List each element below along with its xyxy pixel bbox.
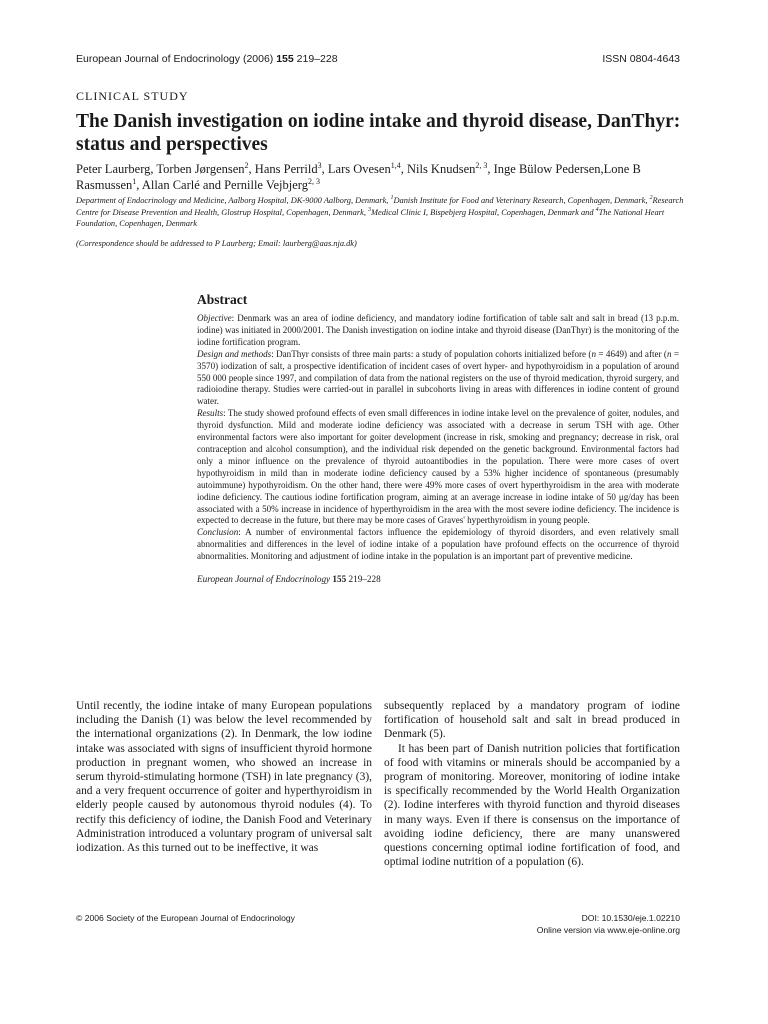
body-paragraph: It has been part of Danish nutrition policies that fortification of food with vitamins or minerals should be accompanied by a program of monitoring. Moreover, monitoring of iodine intake is specifically recommended by the World Health Organization (2). Iodine interferes with thyroid function and thyroid diseases in many ways. Even if there is consensus on the importance of avoiding iodine deficiency, there are many unanswered questions concerning optimal iodine fortification of food, and optimal iodine nutrition of a population (6). [384,742,680,869]
abstract-objective: Objective: Denmark was an area of iodine deficiency, and mandatory iodine fortification of table salt and salt in bread (13 p.p.m. iodine) was initiated in 2000/2001. The Danish investigation on iodine intake and thyroid disease (DanThyr) is the monitoring of the iodine fortification program. [197,313,679,347]
author-separator: , [136,178,142,192]
author-name: Torben Jørgensen [156,162,245,176]
abstract-citation: European Journal of Endocrinology 155 219–228 [197,574,381,585]
copyright-notice: © 2006 Society of the European Journal of Endocrinology [76,913,295,923]
body-column-left [76,699,372,855]
author-affiliation-mark: 2 [244,160,249,170]
author-affiliation-mark: 2, 3 [475,160,488,170]
abstract-box [197,291,679,585]
author-separator: , [150,162,157,176]
author-separator: , [248,162,255,176]
body-paragraph: subsequently replaced by a mandatory program of iodine fortification of household salt and salt in bread produced in Denmark (5). [384,700,680,741]
author-name: Nils Knudsen [406,162,476,176]
correspondence-note: (Correspondence should be addressed to P Laurberg; Email: laurberg@aas.nja.dk) [76,239,357,248]
author-separator: , [321,162,328,176]
author-separator: , [400,162,407,176]
issn: ISSN 0804-4643 [602,53,680,65]
body-column-right [384,699,680,869]
running-header [76,52,680,66]
author-separator: , [600,162,604,176]
journal-pages: 219–228 [296,53,338,65]
page-footer [76,913,680,943]
journal-name: European Journal of Endocrinology (2006) [76,53,274,65]
abstract-results: Results: The study showed profound effects of even small differences in iodine intake level on the prevalence of goiter, nodules, and thyroid dysfunction. Mild and moderate iodine deficiency was associated with a decrease in serum TSH with age. Other environmental factors were also important for goiter development (increase in risk, smoking and pregnancy; decrease in risk, oral contraception and alcohol consumption), and the individual risk depended on the genetic background. Environmental factors had only a minor influence on the prevalence of thyroid autoantibodies in the population. There were more cases of overt hypothyroidism in mild than in moderate iodine deficiency caused by a 53% higher incidence of spontaneous (presumably autoimmune) hypothyroidism. On the other hand, there were 49% more cases of overt hyperthyroidism in the area with moderate iodine deficiency. The cautious iodine fortification program, aiming at an average increase in iodine intake of 50 μg/day has been associated with a 50% increase in incidence of hyperthyroidism in the area with the most severe iodine deficiency. The incidence is expected to decrease in the future, but there may be more cases of Graves' hyperthyroidism in young people. [197,408,679,526]
author-name: Lars Ovesen [327,162,391,176]
abstract-conclusion: Conclusion: A number of environmental factors influence the epidemiology of thyroid disorders, and even relatively small abnormalities and differences in the level of iodine intake of a population have profound effects on the occurrence of thyroid abnormalities. Monitoring and adjustment of iodine intake in the population is an important part of preventive medicine. [197,527,679,562]
author-name: Allan Carlé [141,178,200,192]
body-paragraph: Until recently, the iodine intake of many European populations including the Danish (1) was below the level recommended by the international organizations (2). In Denmark, the low iodine intake was associated with signs of insufficient thyroid hormone production in pregnant women, who showed an increase in serum thyroid-stimulating hormone (TSH) in late pregnancy (3), and a very frequent occurrence of goiter and hyperthyroidism in elderly people caused by autonomous thyroid nodules (4). To rectify this deficiency of iodine, the Danish Food and Veterinary Administration introduced a voluntary program of universal salt iodization. As this turned out to be ineffective, it was [76,700,372,855]
author-list [76,161,696,193]
author-name: Peter Laurberg [76,162,151,176]
author-name: Inge Bülow Pedersen [493,162,601,176]
section-label: CLINICAL STUDY [76,89,189,103]
doi-info: DOI: 10.1530/eje.1.02210 Online version via www.eje-online.org [536,913,680,935]
author-name: Pernille Vejbjerg [224,178,308,192]
author-separator: , [487,162,494,176]
author-name: Hans Perrild [254,162,318,176]
abstract-design: Design and methods: DanThyr consists of three main parts: a study of population cohorts initialized before (n = 4649) and after (n = 3570) iodization of salt, a prospective identification of incident cases of overt hyper- and hypothyroidism in a population of around 550 000 people since 1997, and compilation of data from the national registers on the use of thyroid medication, thyroid surgery, and radioiodine therapy. Studies were carried-out in parallel in subcohorts living in areas with differences in iodine content of ground water. [197,348,679,407]
abstract-heading: Abstract [197,292,248,307]
journal-volume: 155 [276,53,294,65]
article-title: The Danish investigation on iodine intake and thyroid disease, DanThyr: status and perspectives [76,111,681,155]
author-affiliation-mark: 1,4 [390,160,401,170]
author-affiliation-mark: 2, 3 [308,176,320,186]
affiliations: Department of Endocrinology and Medicine, Aalborg Hospital, DK-9000 Aalborg, Denmark, $^1$Danish Institute for Food and Veterinary Research, Copenhagen, Denmark, $^2$Research Centre for Disease Prevention and Health, Glostrup Hospital, Copenhagen, Denmark, $^3$Medical Clinic I, Bispebjerg Hospital, Copenhagen, Denmark and $^4$The National Heart Foundation, Copenhagen, Denmark [76,195,684,228]
author-name: Lone B Rasmussen [76,162,641,192]
author-affiliation-mark: 3 [317,160,322,170]
author-separator: and [199,178,225,192]
journal-citation [76,52,338,66]
author-affiliation-mark: 1 [132,176,137,186]
